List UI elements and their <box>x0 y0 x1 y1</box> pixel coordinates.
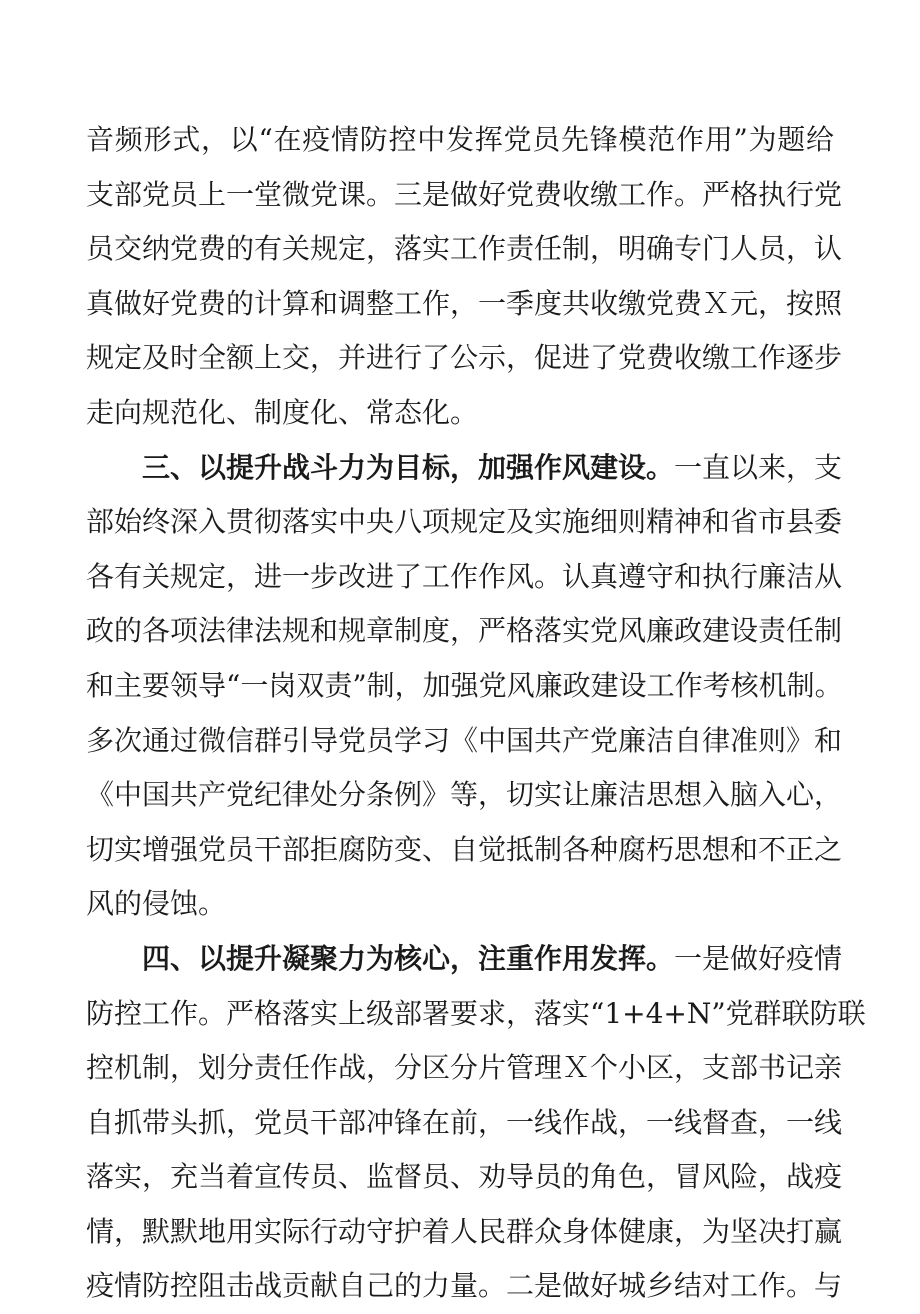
text-line: 政的各项法律法规和规章制度，严格落实党风廉政建设责任制 <box>86 614 843 648</box>
text-line: 切实增强党员干部拒腐防变、自觉抵制各种腐朽思想和不正之 <box>86 832 843 866</box>
text-line: 各有关规定，进一步改进了工作作风。认真遵守和执行廉洁从 <box>86 559 843 593</box>
text-line: 控机制，划分责任作战，分区分片管理Ｘ个小区，支部书记亲 <box>86 1051 843 1085</box>
section-heading: 三、以提升战斗力为目标，加强作风建设。 <box>142 450 675 484</box>
text-line: 防控工作。严格落实上级部署要求，落实“1+4+N”党群联防联 <box>86 996 866 1030</box>
text-line: 规定及时全额上交，并进行了公示，促进了党费收缴工作逐步 <box>86 341 843 375</box>
text-line: 员交纳党费的有关规定，落实工作责任制，明确专门人员，认 <box>86 232 843 266</box>
text-line: 部始终深入贯彻落实中央八项规定及实施细则精神和省市县委 <box>86 505 843 539</box>
text-run: 一是做好疫情 <box>674 941 843 975</box>
text-line: 音频形式，以“在疫情防控中发挥党员先锋模范作用”为题给 <box>86 123 834 156</box>
text-line: 真做好党费的计算和调整工作，一季度共收缴党费Ｘ元，按照 <box>86 286 843 320</box>
section-heading: 四、以提升凝聚力为核心，注重作用发挥。 <box>142 941 675 975</box>
text-line: 情，默默地用实际行动守护着人民群众身体健康，为坚决打赢 <box>86 1214 843 1248</box>
text-run: 一直以来，支 <box>674 450 843 484</box>
text-line: 风的侵蚀。 <box>86 887 227 921</box>
text-line: 支部党员上一堂微党课。三是做好党费收缴工作。严格执行党 <box>86 177 843 211</box>
text-line: 《中国共产党纪律处分条例》等，切实让廉洁思想入脑入心， <box>86 778 843 812</box>
paragraph-first-line <box>86 932 843 987</box>
text-line: 自抓带头抓，党员干部冲锋在前，一线作战，一线督查，一线 <box>86 1105 843 1139</box>
text-line: 落实，充当着宣传员、监督员、劝导员的角色，冒风险，战疫 <box>86 1160 843 1194</box>
text-line: 多次通过微信群引导党员学习《中国共产党廉洁自律准则》和 <box>86 723 843 757</box>
text-line: 走向规范化、制度化、常态化。 <box>86 395 479 429</box>
text-line: 疫情防控阻击战贡献自己的力量。二是做好城乡结对工作。与 <box>86 1269 843 1303</box>
text-line: 和主要领导“一岗双责”制，加强党风廉政建设工作考核机制。 <box>86 668 843 702</box>
document-page <box>86 113 866 1314</box>
paragraph-first-line <box>86 441 843 496</box>
